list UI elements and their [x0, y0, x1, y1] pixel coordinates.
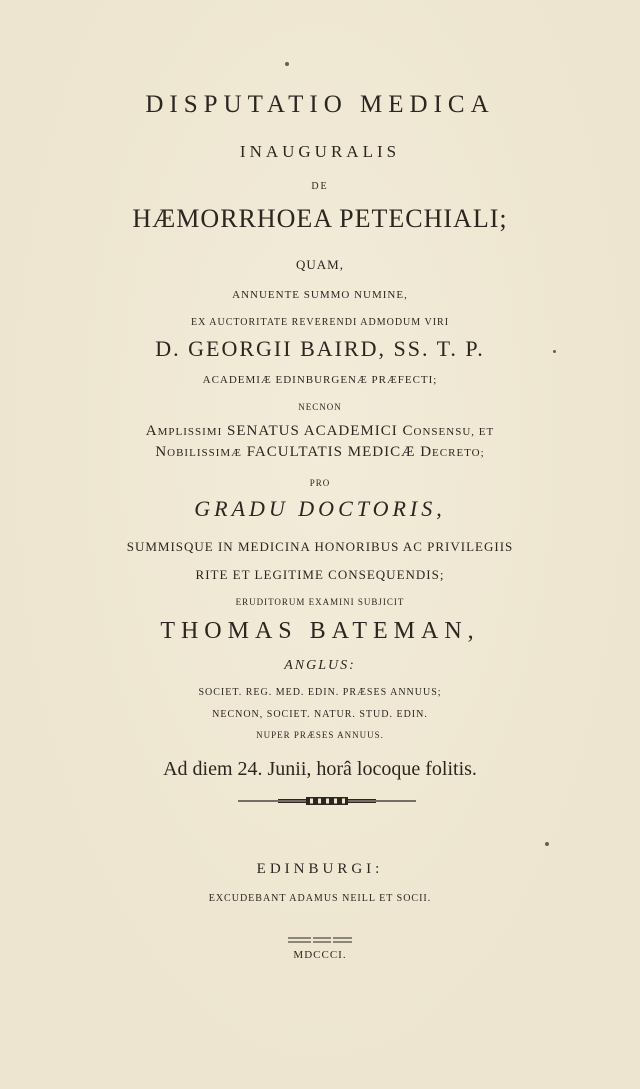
- senatus-initial-a: A: [145, 423, 158, 439]
- word-quam: QUAM,: [296, 257, 344, 272]
- facultatis-initial-n: N: [155, 444, 168, 460]
- eruditorum-line: ERUDITORUM EXAMINI SUBJICIT: [235, 597, 405, 607]
- senatus-line: [0, 423, 640, 439]
- author-office-2: NECNON, SOCIET. NATUR. STUD. EDIN.: [212, 709, 428, 720]
- imprint-year: MDCCCI.: [293, 949, 347, 961]
- senatus-initial-c: C: [402, 423, 414, 439]
- principal-name: D. GEORGII BAIRD, SS. T. P.: [155, 336, 485, 361]
- thesis-subject: HÆMORRHOEA PETECHIALI;: [132, 204, 508, 233]
- ink-speck: [285, 62, 289, 66]
- double-rule: [288, 936, 352, 944]
- summisque-line: SUMMISQUE IN MEDICINA HONORIBUS AC PRIVILEGIIS: [126, 539, 514, 554]
- word-necnon: NECNON: [298, 402, 342, 412]
- author-name: THOMAS BATEMAN,: [160, 618, 480, 644]
- author-office-3: NUPER PRÆSES ANNUUS.: [256, 730, 384, 740]
- rite-line: RITE ET LEGITIME CONSEQUENDIS;: [195, 567, 445, 582]
- facultatis-decreto: ECRETO;: [432, 447, 485, 459]
- imprint-city: EDINBURGI:: [256, 861, 384, 877]
- senatus-consensu: ONSENSU,: [413, 426, 476, 438]
- word-pro: PRO: [309, 478, 331, 488]
- defense-date: Ad diem 24. Junii, horâ locoque folitis.: [163, 758, 477, 780]
- ornamental-rule: [238, 795, 416, 807]
- ink-speck: [553, 350, 556, 353]
- facultatis-nobilissimae: OBILISSIMÆ: [167, 447, 242, 459]
- ink-speck: [545, 842, 549, 846]
- heading-disputatio-medica: DISPUTATIO MEDICA: [145, 91, 495, 118]
- senatus-et: ET: [475, 426, 495, 438]
- annuente-line: ANNUENTE SUMMO NUMINE,: [232, 289, 408, 301]
- author-office-1: SOCIET. REG. MED. EDIN. PRÆSES ANNUUS;: [198, 687, 442, 698]
- academiae-line: ACADEMIÆ EDINBURGENÆ PRÆFECTI;: [202, 374, 438, 386]
- imprint-printer: EXCUDEBANT ADAMUS NEILL ET SOCII.: [208, 893, 432, 904]
- facultatis-medicae: FACULTATIS MEDICÆ: [241, 444, 421, 460]
- senatus-amplissimi: MPLISSIMI: [157, 426, 223, 438]
- gradu-doctoris: GRADU DOCTORIS,: [194, 496, 446, 521]
- facultatis-initial-d: D: [420, 444, 433, 460]
- senatus-academici: SENATUS ACADEMICI: [222, 423, 403, 439]
- auctoritate-line: EX AUCTORITATE REVERENDI ADMODUM VIRI: [190, 317, 450, 328]
- word-de: DE: [311, 181, 329, 192]
- author-nationality: ANGLUS:: [284, 658, 356, 673]
- heading-inauguralis: INAUGURALIS: [239, 142, 401, 161]
- facultatis-line: [0, 444, 640, 460]
